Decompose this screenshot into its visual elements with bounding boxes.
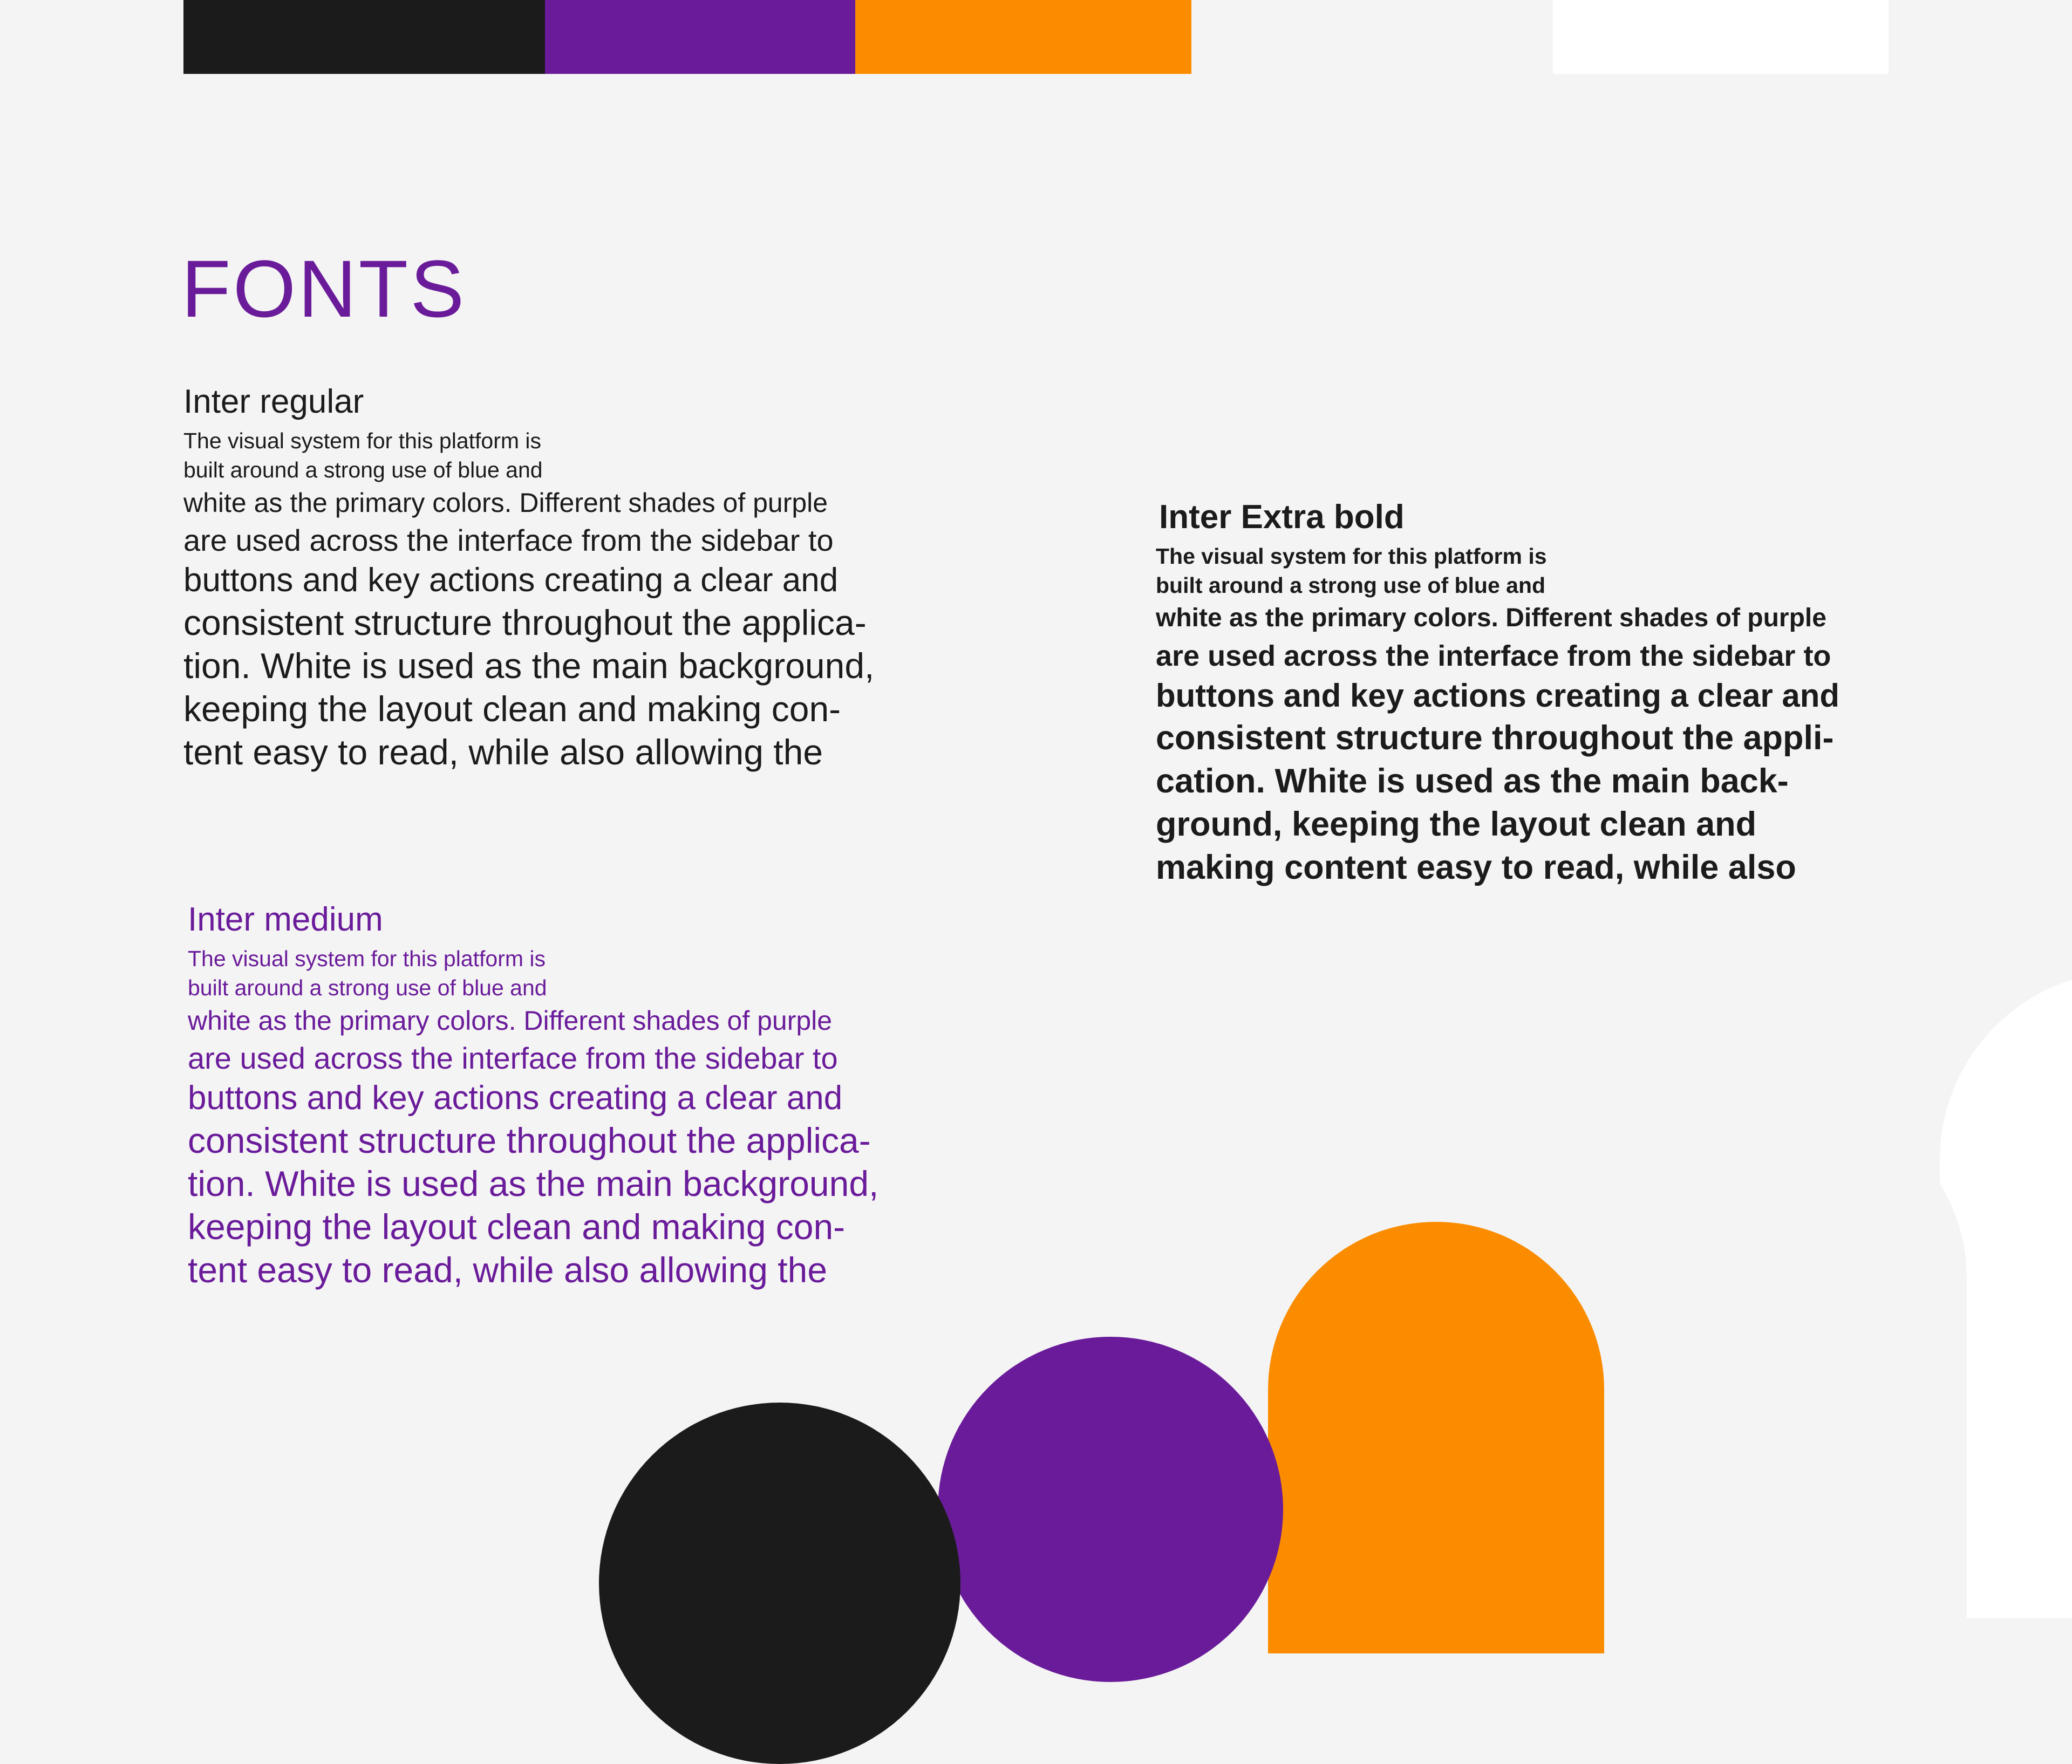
swatch-white: [1553, 0, 1889, 74]
text-line: consistent structure throughout the appli-: [1156, 719, 1834, 757]
font-paragraph-extrabold: [1156, 542, 1839, 889]
text-line: built around a strong use of blue and: [188, 975, 547, 1000]
text-line: buttons and key actions creating a clear and: [1156, 678, 1840, 714]
arch-orange: [1268, 1222, 1604, 1653]
font-label-medium: Inter medium: [188, 901, 383, 938]
text-line: white as the primary colors. Different shades of purple: [1156, 604, 1826, 632]
font-sample-extrabold: [1156, 493, 1839, 889]
page-title: FONTS: [181, 243, 467, 334]
font-label-extrabold: Inter Extra bold: [1159, 498, 1405, 536]
font-paragraph-medium: [188, 944, 878, 1291]
font-sample-regular: [183, 378, 874, 774]
text-line: The visual system for this platform is: [188, 946, 546, 971]
text-line: The visual system for this platform is: [183, 428, 542, 453]
text-line: built around a strong use of blue and: [183, 457, 543, 482]
text-line: white as the primary colors. Different shades of purple: [183, 488, 828, 518]
text-line: are used across the interface from the sidebar to: [188, 1041, 838, 1075]
arch-purple: [938, 1337, 1283, 1682]
swatch-black: [183, 0, 545, 74]
text-line: The visual system for this platform is: [1156, 544, 1547, 569]
font-label-regular: Inter regular: [183, 383, 364, 420]
text-line: buttons and key actions creating a clear and: [183, 562, 839, 599]
text-line: cation. White is used as the main back-: [1156, 762, 1789, 800]
text-line: buttons and key actions creating a clear and: [188, 1079, 843, 1117]
swatch-orange: [855, 0, 1191, 74]
text-line: tent easy to read, while also allowing the: [183, 732, 823, 772]
arch-black: [599, 1403, 960, 1764]
swatch-light-gray: [1191, 0, 1553, 74]
text-line: making content easy to read, while also: [1156, 849, 1796, 886]
text-line: keeping the layout clean and making con-: [183, 689, 841, 729]
text-line: are used across the interface from the sidebar to: [183, 523, 834, 557]
text-line: ground, keeping the layout clean and: [1156, 805, 1757, 843]
font-paragraph-regular: [183, 426, 874, 774]
text-line: white as the primary colors. Different shades of purple: [188, 1006, 833, 1036]
text-line: tent easy to read, while also allowing the: [188, 1250, 828, 1290]
text-line: consistent structure throughout the applica-: [183, 603, 867, 642]
font-sample-medium: [188, 895, 878, 1291]
text-line: built around a strong use of blue and: [1156, 573, 1546, 598]
text-line: are used across the interface from the sidebar to: [1156, 640, 1831, 672]
text-line: consistent structure throughout the applica-: [188, 1120, 871, 1160]
arch-light-gray: [1605, 1098, 1967, 1637]
text-line: tion. White is used as the main background,: [188, 1164, 879, 1204]
text-line: keeping the layout clean and making con-: [188, 1207, 846, 1247]
text-line: tion. White is used as the main background,: [183, 646, 875, 686]
swatch-purple: [545, 0, 855, 74]
